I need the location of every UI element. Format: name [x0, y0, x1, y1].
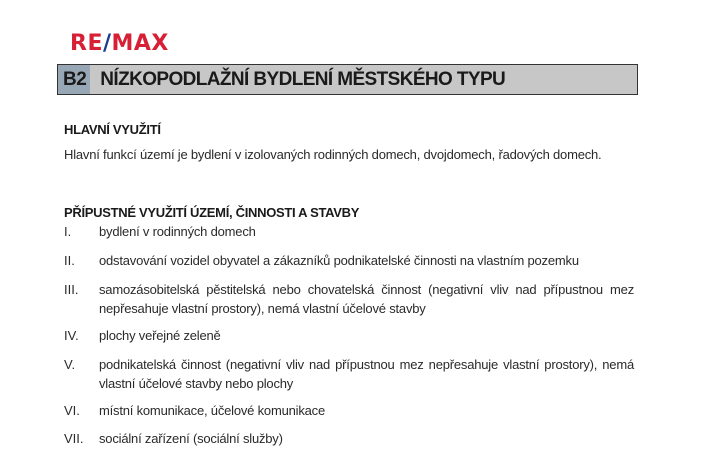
- list-item: [64, 280, 634, 318]
- zone-title: NÍZKOPODLAŽNÍ BYDLENÍ MĚSTSKÉHO TYPU: [100, 68, 506, 90]
- list-item-number: I.: [64, 224, 72, 239]
- list-item-number: III.: [64, 282, 79, 297]
- list-item-text: samozásobitelská pěstitelská nebo chovatelská činnost (negativní vliv nad přípustnou mez nepřesahuje vlastní prostory), nemá vlastní účelové stavby: [99, 282, 634, 316]
- list-item-text: odstavování vozidel obyvatel a zákazníků podnikatelské činnosti na vlastním pozemku: [99, 253, 579, 268]
- section-heading-main-use: HLAVNÍ VYUŽITÍ: [64, 122, 161, 137]
- list-item: [64, 401, 634, 420]
- logo-max: MAX: [111, 31, 169, 56]
- list-item-text: sociální zařízení (sociální služby): [99, 431, 283, 446]
- logo-re: RE: [70, 31, 103, 56]
- zone-code: B2: [58, 65, 90, 94]
- list-item-number: V.: [64, 357, 76, 372]
- list-item-text: místní komunikace, účelové komunikace: [99, 403, 325, 418]
- list-item: [64, 429, 634, 448]
- list-item-text: plochy veřejné zeleně: [99, 328, 221, 343]
- logo-slash: /: [102, 31, 112, 56]
- list-item-text: podnikatelská činnost (negativní vliv nad přípustnou mez nepřesahuje vlastní prostory), nemá vlastní účelové stavby nebo plochy: [99, 357, 634, 391]
- list-item: [64, 222, 634, 241]
- list-item: [64, 251, 634, 270]
- section-heading-permitted-use: PŘÍPUSTNÉ VYUŽITÍ ÚZEMÍ, ČINNOSTI A STAVBY: [64, 205, 360, 220]
- zone-header: [57, 64, 638, 95]
- list-item-number: VI.: [64, 403, 80, 418]
- list-item-number: IV.: [64, 328, 79, 343]
- list-item-number: II.: [64, 253, 75, 268]
- main-use-text: Hlavní funkcí území je bydlení v izolovaných rodinných domech, dvojdomech, řadových domech.: [64, 147, 602, 162]
- list-item-number: VII.: [64, 431, 84, 446]
- remax-logo: [70, 31, 169, 57]
- list-item: [64, 355, 634, 393]
- list-item: [64, 326, 634, 345]
- list-item-text: bydlení v rodinných domech: [99, 224, 256, 239]
